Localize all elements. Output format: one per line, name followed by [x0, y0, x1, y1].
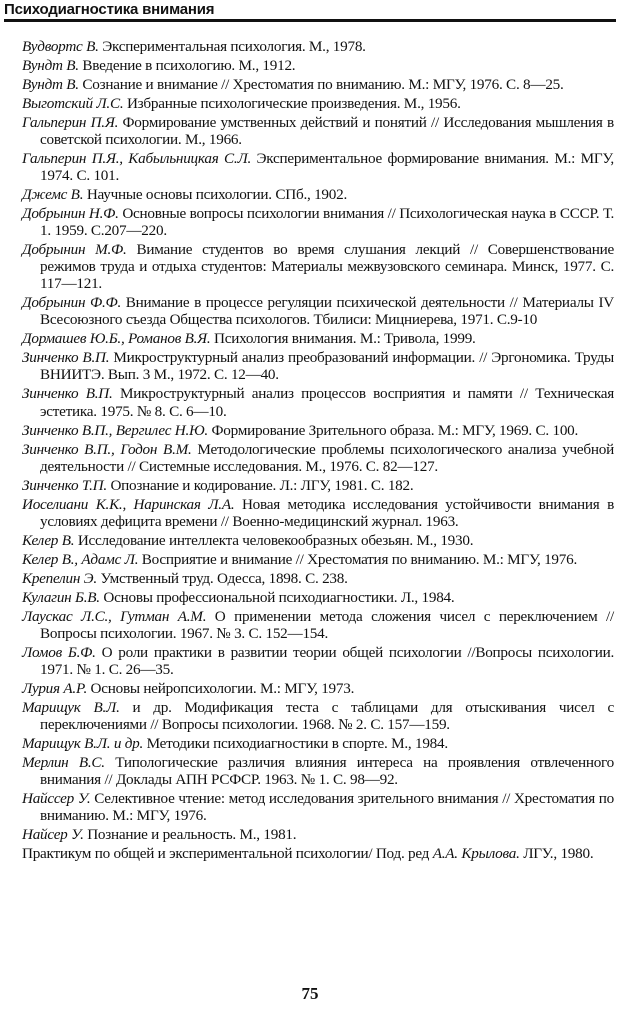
reference-entry: [22, 186, 614, 203]
reference-text: Практикум по общей и экспериментальной психологии/ Под. ред: [22, 844, 433, 862]
reference-entry: [22, 95, 614, 112]
reference-author: Лаускас Л.С., Гутман А.М.: [22, 607, 207, 625]
reference-entry: [22, 441, 614, 475]
reference-author: Зинченко В.П., Вергилес Н.Ю.: [22, 421, 208, 439]
reference-entry: [22, 826, 614, 843]
reference-author: Выготский Л.С.: [22, 94, 124, 112]
reference-entry: [22, 754, 614, 788]
reference-text: О применении метода сложения чисел с переключением // Вопросы психологии. 1967. № 3. С. 152—154.: [40, 607, 614, 642]
reference-text: Введение в психологию. М., 1912.: [78, 56, 296, 74]
page-number: 75: [301, 984, 319, 1003]
reference-author: Келер В., Адамс Л.: [22, 550, 139, 568]
reference-text: Методологические проблемы психологического анализа учебной деятельности // Системные исследования. М., 1976. С. 82—127.: [40, 440, 614, 475]
reference-entry: [22, 76, 614, 93]
reference-author: Вудвортс В.: [22, 38, 99, 55]
reference-author: Марищук В.Л. и др.: [22, 734, 144, 752]
reference-entry: [22, 57, 614, 74]
reference-text: Восприятие и внимание // Хрестоматия по вниманию. М.: МГУ, 1976.: [138, 550, 577, 568]
reference-text: Исследование интеллекта человекообразных обезьян. М., 1930.: [74, 531, 474, 549]
reference-author: Зинченко Т.П.: [22, 476, 107, 494]
reference-entry: [22, 551, 614, 568]
running-header: [4, 0, 616, 22]
reference-editor: А.А. Крылова.: [432, 844, 520, 862]
reference-text: О роли практики в развитии теории общей психологии //Вопросы психологии. 1971. № 1. С. 26—35.: [40, 643, 614, 678]
reference-entry: [22, 496, 614, 530]
reference-entry: [22, 735, 614, 752]
reference-author: Вундт В.: [22, 75, 79, 93]
reference-text: Основные вопросы психологии внимания // Психологическая наука в СССР. Т. 1. 1959. С.207—220.: [40, 205, 615, 240]
reference-author: Крепелин Э.: [22, 569, 97, 587]
reference-text: Познание и реальность. М., 1981.: [83, 825, 297, 843]
reference-text: Формирование Зрительного образа. М.: МГУ, 1969. С. 100.: [207, 421, 579, 439]
reference-text: ЛГУ., 1980.: [519, 844, 594, 862]
reference-entry: [22, 205, 614, 239]
reference-entry: [22, 644, 614, 678]
reference-entry: [22, 385, 614, 419]
reference-entry: [22, 330, 614, 347]
reference-entry: [22, 150, 614, 184]
reference-author: Кулагин Б.В.: [22, 588, 100, 606]
reference-text: Экспериментальная психология. М., 1978.: [98, 38, 366, 55]
reference-author: Гальперин П.Я.: [22, 113, 119, 131]
reference-author: Лурия А.Р.: [22, 679, 87, 697]
reference-text: Микроструктурный анализ процессов восприятия и памяти // Техническая эстетика. 1975. № 8. С. 6—10.: [40, 385, 614, 420]
reference-text: Селективное чтение: метод исследования зрительного внимания // Хрестоматия по вниманию. М.: МГУ, 1976.: [40, 789, 614, 824]
reference-entry: [22, 422, 614, 439]
reference-author: Марищук В.Л.: [22, 698, 120, 716]
header-rule: [4, 19, 616, 22]
reference-author: Зинченко В.П., Годон В.М.: [22, 440, 192, 458]
reference-text: Научные основы психологии. СПб., 1902.: [83, 186, 348, 204]
reference-entry: [22, 114, 614, 148]
reference-text: Умственный труд. Одесса, 1898. С. 238.: [96, 569, 348, 587]
reference-author: Найсер У.: [22, 825, 84, 843]
reference-author: Найссер У.: [22, 789, 91, 807]
reference-text: Новая методика исследования устойчивости внимания в условиях дефицита времени // Военно-медицинский журнал. 1963.: [40, 495, 614, 530]
reference-entry: [22, 608, 614, 642]
reference-author: Вундт В.: [22, 56, 79, 74]
reference-author: Добрынин М.Ф.: [22, 241, 127, 259]
reference-entry: [22, 570, 614, 587]
reference-text: Внимание в процессе регуляции психической деятельности // Материалы IV Всесоюзного съезда Общества психологов. Тбилиси: Мицниерева, 1971. С.9-10: [40, 294, 614, 329]
reference-text: Формирование умственных действий и понятий // Исследования мышления в советской психологии. М., 1966.: [40, 113, 614, 149]
reference-author: Иоселиани К.К., Наринская Л.А.: [22, 495, 235, 513]
reference-text: Сознание и внимание // Хрестоматия по вниманию. М.: МГУ, 1976. С. 8—25.: [78, 75, 564, 93]
reference-text: Психология внимания. М.: Тривола, 1999.: [210, 330, 476, 348]
reference-text: Основы нейропсихологии. М.: МГУ, 1973.: [87, 679, 355, 697]
reference-entry: [22, 532, 614, 549]
reference-text: Экспериментальное формирование внимания. М.: МГУ, 1974. С. 101.: [40, 150, 614, 185]
reference-text: Вимание студентов во время слушания лекций // Совершенствование режимов труда и отдыха студентов: Материалы межвузовского семинара. Минск, 1977. С. 117—121.: [40, 241, 614, 293]
reference-author: Добрынин Н.Ф.: [22, 205, 119, 223]
reference-entry: [22, 294, 614, 328]
reference-text: Избранные психологические произведения. М., 1956.: [123, 94, 461, 112]
reference-author: Келер В.: [22, 531, 75, 549]
reference-entry: [22, 349, 614, 383]
reference-author: Дормашев Ю.Б., Романов В.Я.: [22, 330, 211, 348]
running-header-title: Психодиагностика внимания: [4, 1, 215, 18]
reference-author: Зинченко В.П.: [22, 349, 110, 367]
reference-text: и др. Модификация теста с таблицами для отыскивания чисел с переключениями // Вопросы психологии. 1968. № 2. С. 157—159.: [40, 698, 614, 733]
reference-entry-practicum: [22, 845, 614, 862]
reference-author: Зинченко В.П.: [22, 385, 113, 403]
reference-entry: [22, 699, 614, 733]
reference-author: Джемс В.: [22, 186, 84, 204]
reference-entry: [22, 589, 614, 606]
reference-text: Основы профессиональной психодиагностики. Л., 1984.: [99, 588, 455, 606]
reference-entry: [22, 241, 614, 292]
reference-entry: [22, 477, 614, 494]
reference-entry: [22, 790, 614, 824]
reference-text: Микроструктурный анализ преобразований информации. // Эргономика. Труды ВНИИТЭ. Вып. 3 М., 1972. С. 12—40.: [40, 349, 614, 384]
reference-text: Опознание и кодирование. Л.: ЛГУ, 1981. С. 182.: [106, 476, 414, 494]
reference-list: [22, 38, 614, 862]
reference-author: Мерлин В.С.: [22, 753, 105, 771]
reference-author: Гальперин П.Я., Кабыльницкая С.Л.: [22, 150, 252, 168]
reference-author: Добрынин Ф.Ф.: [22, 294, 122, 312]
reference-entry: [22, 38, 614, 55]
reference-text: Методики психодиагностики в спорте. М., 1984.: [143, 734, 448, 752]
reference-entry: [22, 680, 614, 697]
reference-text: Типологические различия влияния интереса на проявления отвлеченного внимания // Доклады АПН РСФСР. 1963. № 1. С. 98—92.: [40, 753, 614, 788]
reference-author: Ломов Б.Ф.: [22, 643, 96, 661]
